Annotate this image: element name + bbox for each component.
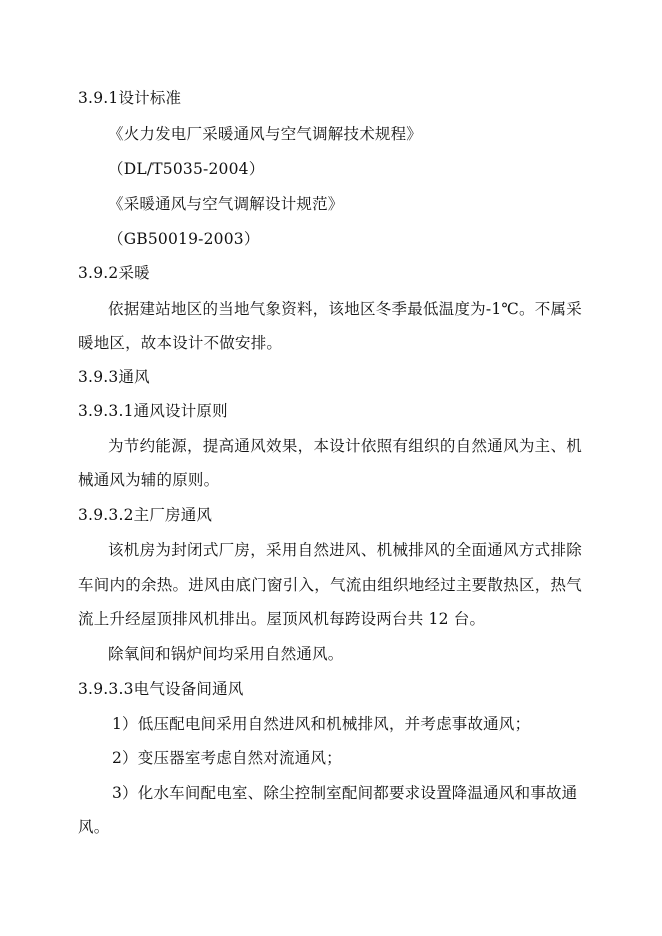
heading-3-9-3-1: 3.9.3.1通风设计原则 (78, 402, 228, 420)
main-plant-paragraph-line-3: 流上升经屋顶排风机排出。屋顶风机每跨设两台共 12 台。 (78, 610, 486, 628)
list-item-1: 1）低压配电间采用自然进风和机械排风，并考虑事故通风； (112, 715, 531, 733)
heading-3-9-3: 3.9.3通风 (78, 368, 150, 386)
main-plant-paragraph-line-1: 该机房为封闭式厂房，采用自然进风、机械排风的全面通风方式排除 (108, 541, 582, 559)
heating-paragraph-line-1: 依据建站地区的当地气象资料，该地区冬季最低温度为-1℃。不属采 (108, 300, 582, 318)
standard-1-title: 《火力发电厂采暖通风与空气调解技术规程》 (108, 125, 423, 143)
main-plant-paragraph-line-2: 车间内的余热。进风由底门窗引入，气流由组织地经过主要散热区，热气 (78, 576, 582, 594)
standard-2-code: （GB50019-2003） (108, 230, 260, 248)
heading-3-9-3-2: 3.9.3.2主厂房通风 (78, 506, 213, 524)
heating-paragraph-line-2: 暖地区，故本设计不做安排。 (78, 334, 283, 352)
main-plant-paragraph-line-4: 除氧间和锅炉间均采用自然通风。 (108, 645, 344, 663)
list-item-3-line-1: 3）化水车间配电室、除尘控制室配间都要求设置降温通风和事故通 (112, 784, 578, 802)
list-item-3-line-2: 风。 (78, 818, 110, 836)
standard-2-title: 《采暖通风与空气调解设计规范》 (108, 195, 344, 213)
heading-3-9-3-3: 3.9.3.3电气设备间通风 (78, 680, 244, 698)
standard-1-code: （DL/T5035-2004） (108, 160, 265, 178)
list-item-2: 2）变压器室考虑自然对流通风； (112, 749, 342, 767)
ventilation-principle-line-1: 为节约能源，提高通风效果，本设计依照有组织的自然通风为主、机 (108, 437, 582, 455)
heading-3-9-1: 3.9.1设计标准 (78, 89, 182, 107)
ventilation-principle-line-2: 械通风为辅的原则。 (78, 471, 220, 489)
heading-3-9-2: 3.9.2采暖 (78, 264, 150, 282)
